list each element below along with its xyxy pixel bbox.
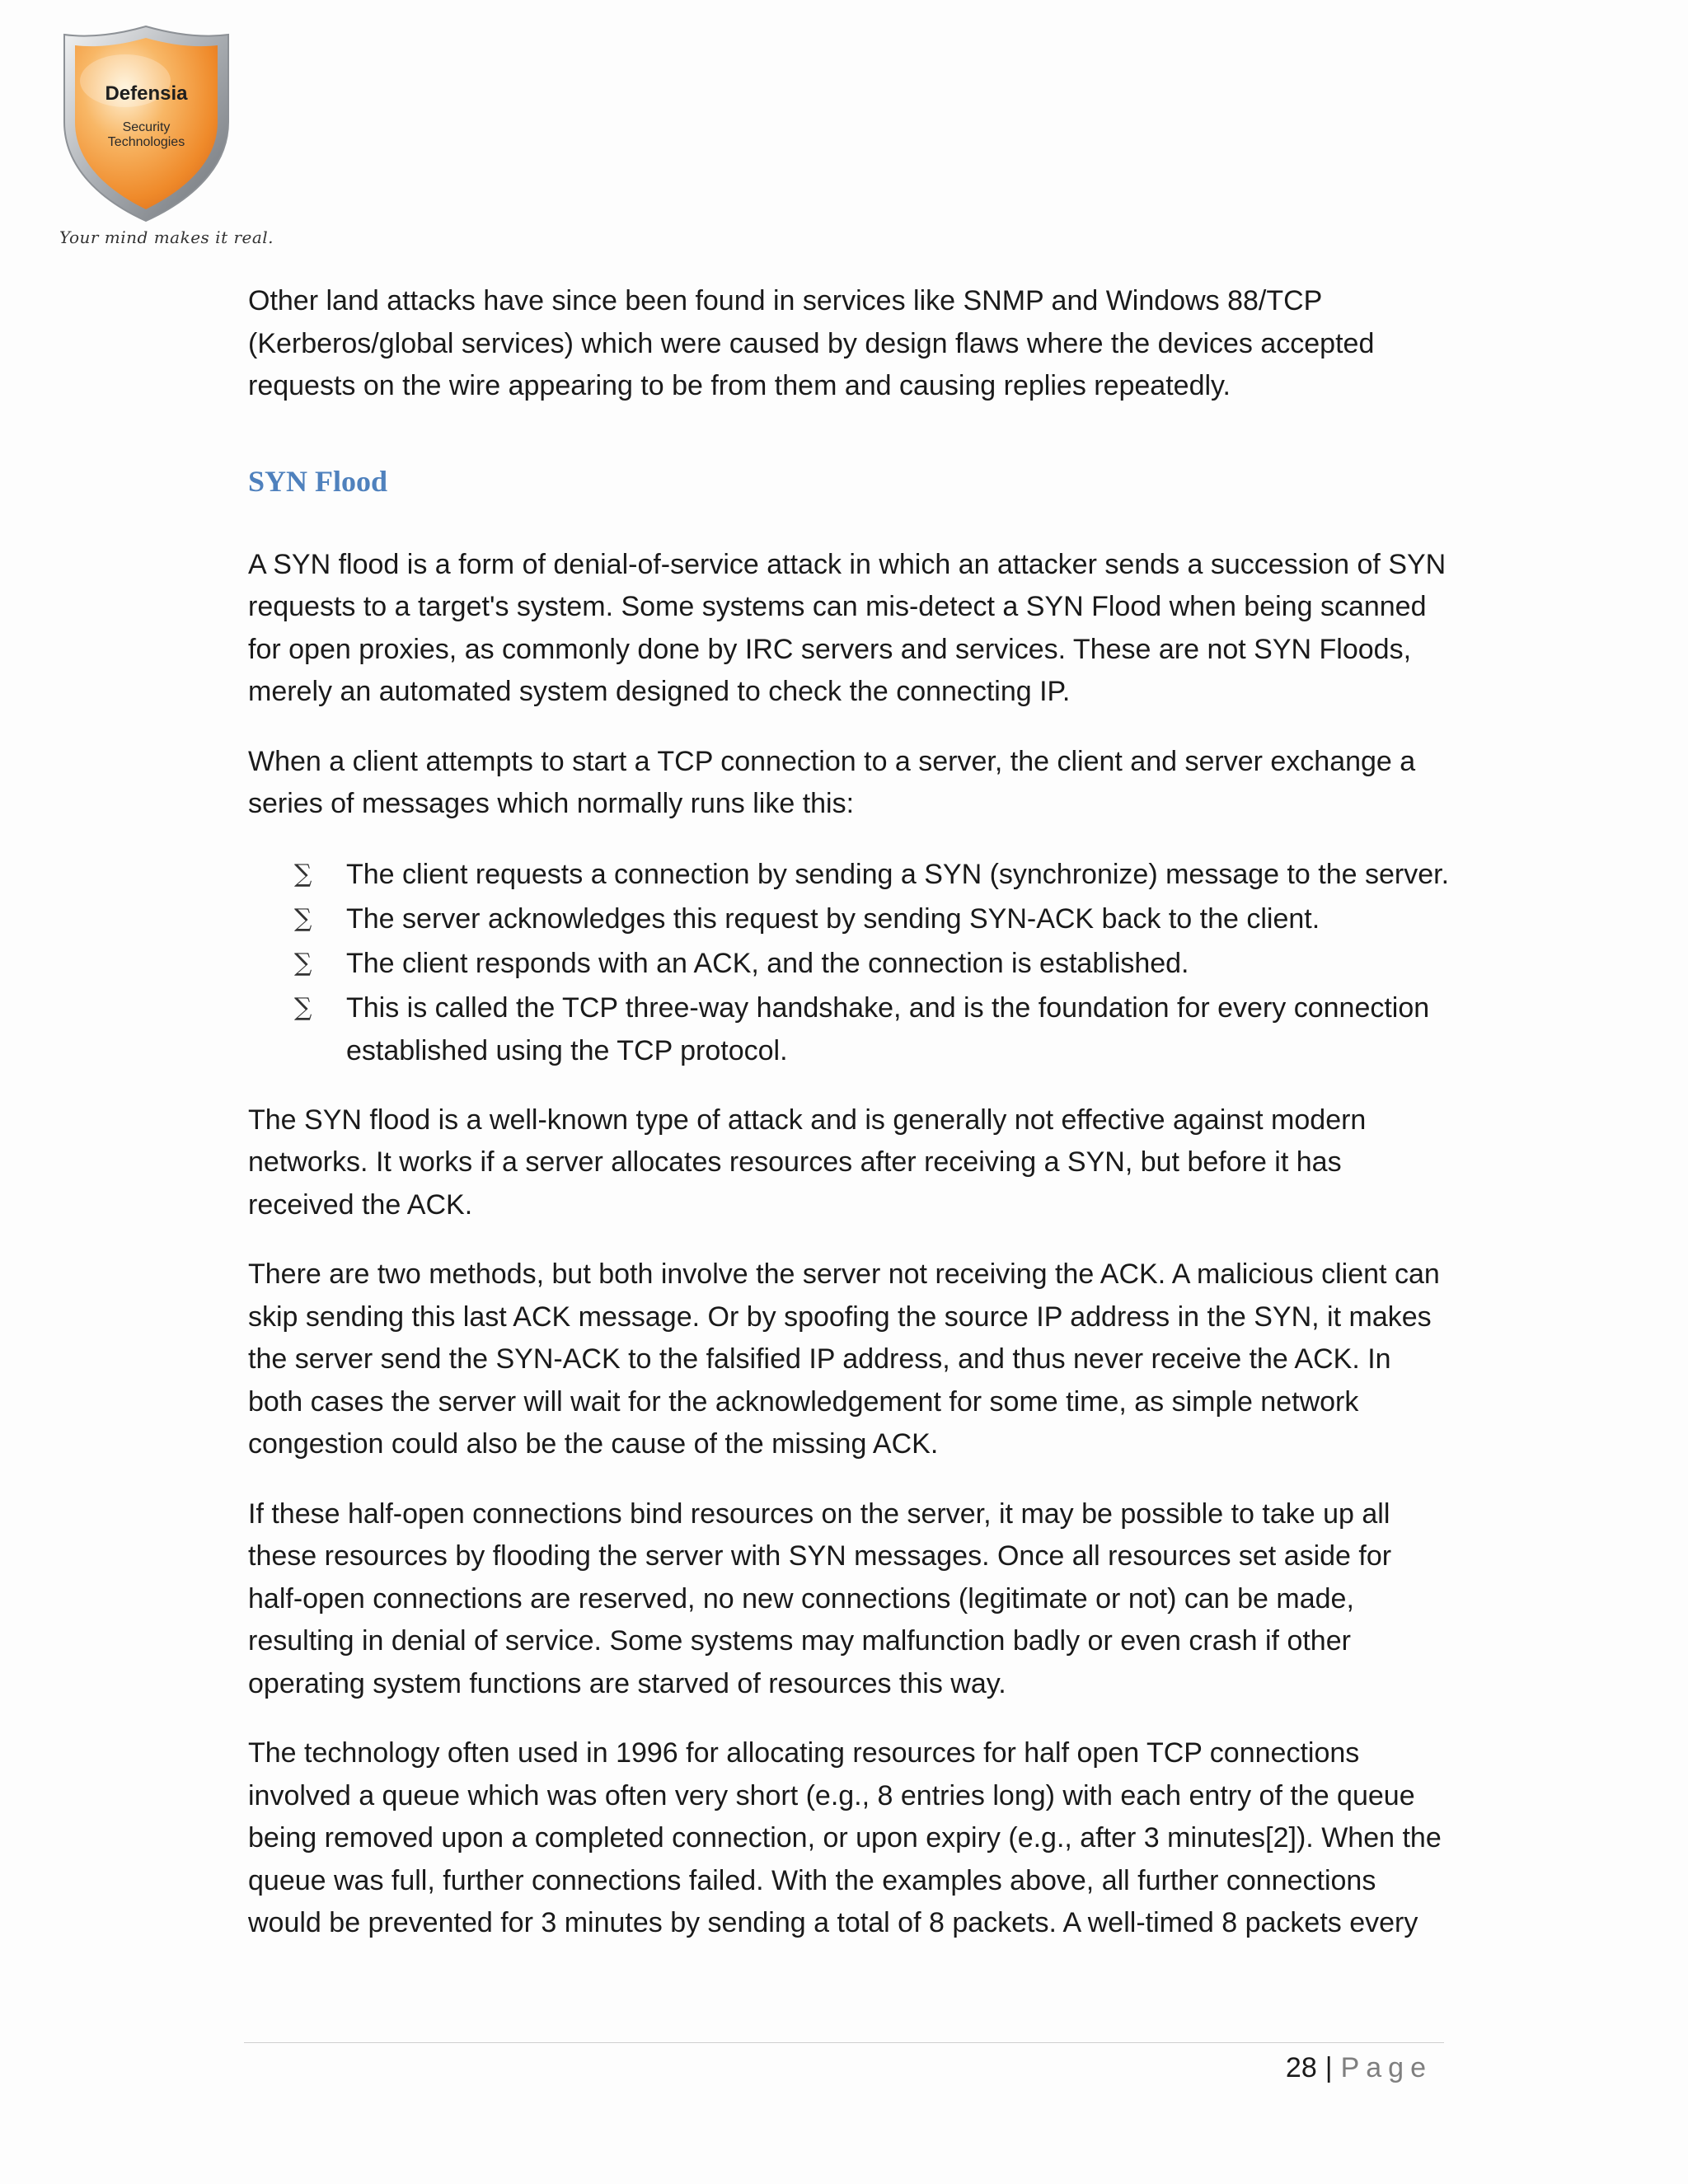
section-heading: SYN Flood <box>248 464 388 498</box>
logo-name: Defensia <box>105 82 188 105</box>
page-number: 28 <box>1285 2052 1317 2083</box>
page-footer <box>1286 2047 1432 2088</box>
footer-separator: | <box>1325 2052 1333 2083</box>
list-item-text: The client responds with an ACK, and the connection is established. <box>346 947 1189 979</box>
list-item-text: The client requests a connection by sending a SYN (synchronize) message to the server. <box>346 858 1450 890</box>
paragraph-2: When a client attempts to start a TCP connection to a server, the client and server exchange a series of messages which normally runs like this: <box>248 745 1416 819</box>
bullet-icon: ∑ <box>294 948 312 977</box>
list-item <box>248 942 1451 985</box>
handshake-list <box>248 853 1451 1072</box>
list-item <box>248 853 1451 896</box>
logo-subtitle <box>59 120 233 150</box>
bullet-icon: ∑ <box>294 992 312 1022</box>
bullet-icon: ∑ <box>294 903 312 933</box>
page-label: Page <box>1340 2052 1432 2083</box>
paragraph-3: The SYN flood is a well-known type of attack and is generally not effective against modern networks. It works if a server allocates resources after receiving a SYN, but before it has received the ACK. <box>248 1104 1367 1221</box>
paragraph-1: A SYN flood is a form of denial-of-service attack in which an attacker sends a succession of SYN requests to a target's system. Some systems can mis-detect a SYN Flood when being scanned for open proxies, as commonly done by IRC servers and services. These are not SYN Floods, merely an automated system designed to check the connecting IP. <box>248 548 1447 707</box>
intro-paragraph: Other land attacks have since been found in services like SNMP and Windows 88/TCP (Kerberos/global services) which were caused by design flaws where the devices accepted requests on the wire appearing to be from them and causing replies repeatedly. <box>248 285 1375 401</box>
company-logo <box>59 23 274 254</box>
paragraph-4: There are two methods, but both involve the server not receiving the ACK. A malicious client can skip sending this last ACK message. Or by spoofing the source IP address in the SYN, it makes the server send the SYN-ACK to the falsified IP address, and thus never receive the ACK. In both cases the server will wait for the acknowledgement for some time, as simple network congestion could also be the cause of the missing ACK. <box>248 1258 1440 1460</box>
paragraph-5: If these half-open connections bind resources on the server, it may be possible to take up all these resources by flooding the server with SYN messages. Once all resources set aside for half-open connections are reserved, no new connections (legitimate or not) can be made, resulting in denial of service. Some systems may malfunction badly or even crash if other operating system functions are starved of resources this way. <box>248 1497 1392 1699</box>
list-item <box>248 987 1451 1072</box>
logo-tagline: Your mind makes it real. <box>59 227 274 247</box>
bullet-icon: ∑ <box>294 859 312 888</box>
logo-subtitle-line1: Security <box>122 120 171 134</box>
list-item-text: This is called the TCP three-way handshake, and is the foundation for every connection established using the TCP protocol. <box>346 991 1430 1066</box>
list-item <box>248 898 1451 940</box>
document-body <box>248 280 1451 1945</box>
list-item-text: The server acknowledges this request by sending SYN-ACK back to the client. <box>346 902 1320 935</box>
footer-divider <box>244 2042 1444 2043</box>
logo-subtitle-line2: Technologies <box>107 135 185 149</box>
paragraph-6: The technology often used in 1996 for allocating resources for half open TCP connections involved a queue which was often very short (e.g., 8 entries long) with each entry of the queue being removed upon a completed connection, or upon expiry (e.g., after 3 minutes[2]). When the queue was full, further connections failed. With the examples above, all further connections would be prevented for 3 minutes by sending a total of 8 packets. A well-timed 8 packets every <box>248 1737 1442 1938</box>
